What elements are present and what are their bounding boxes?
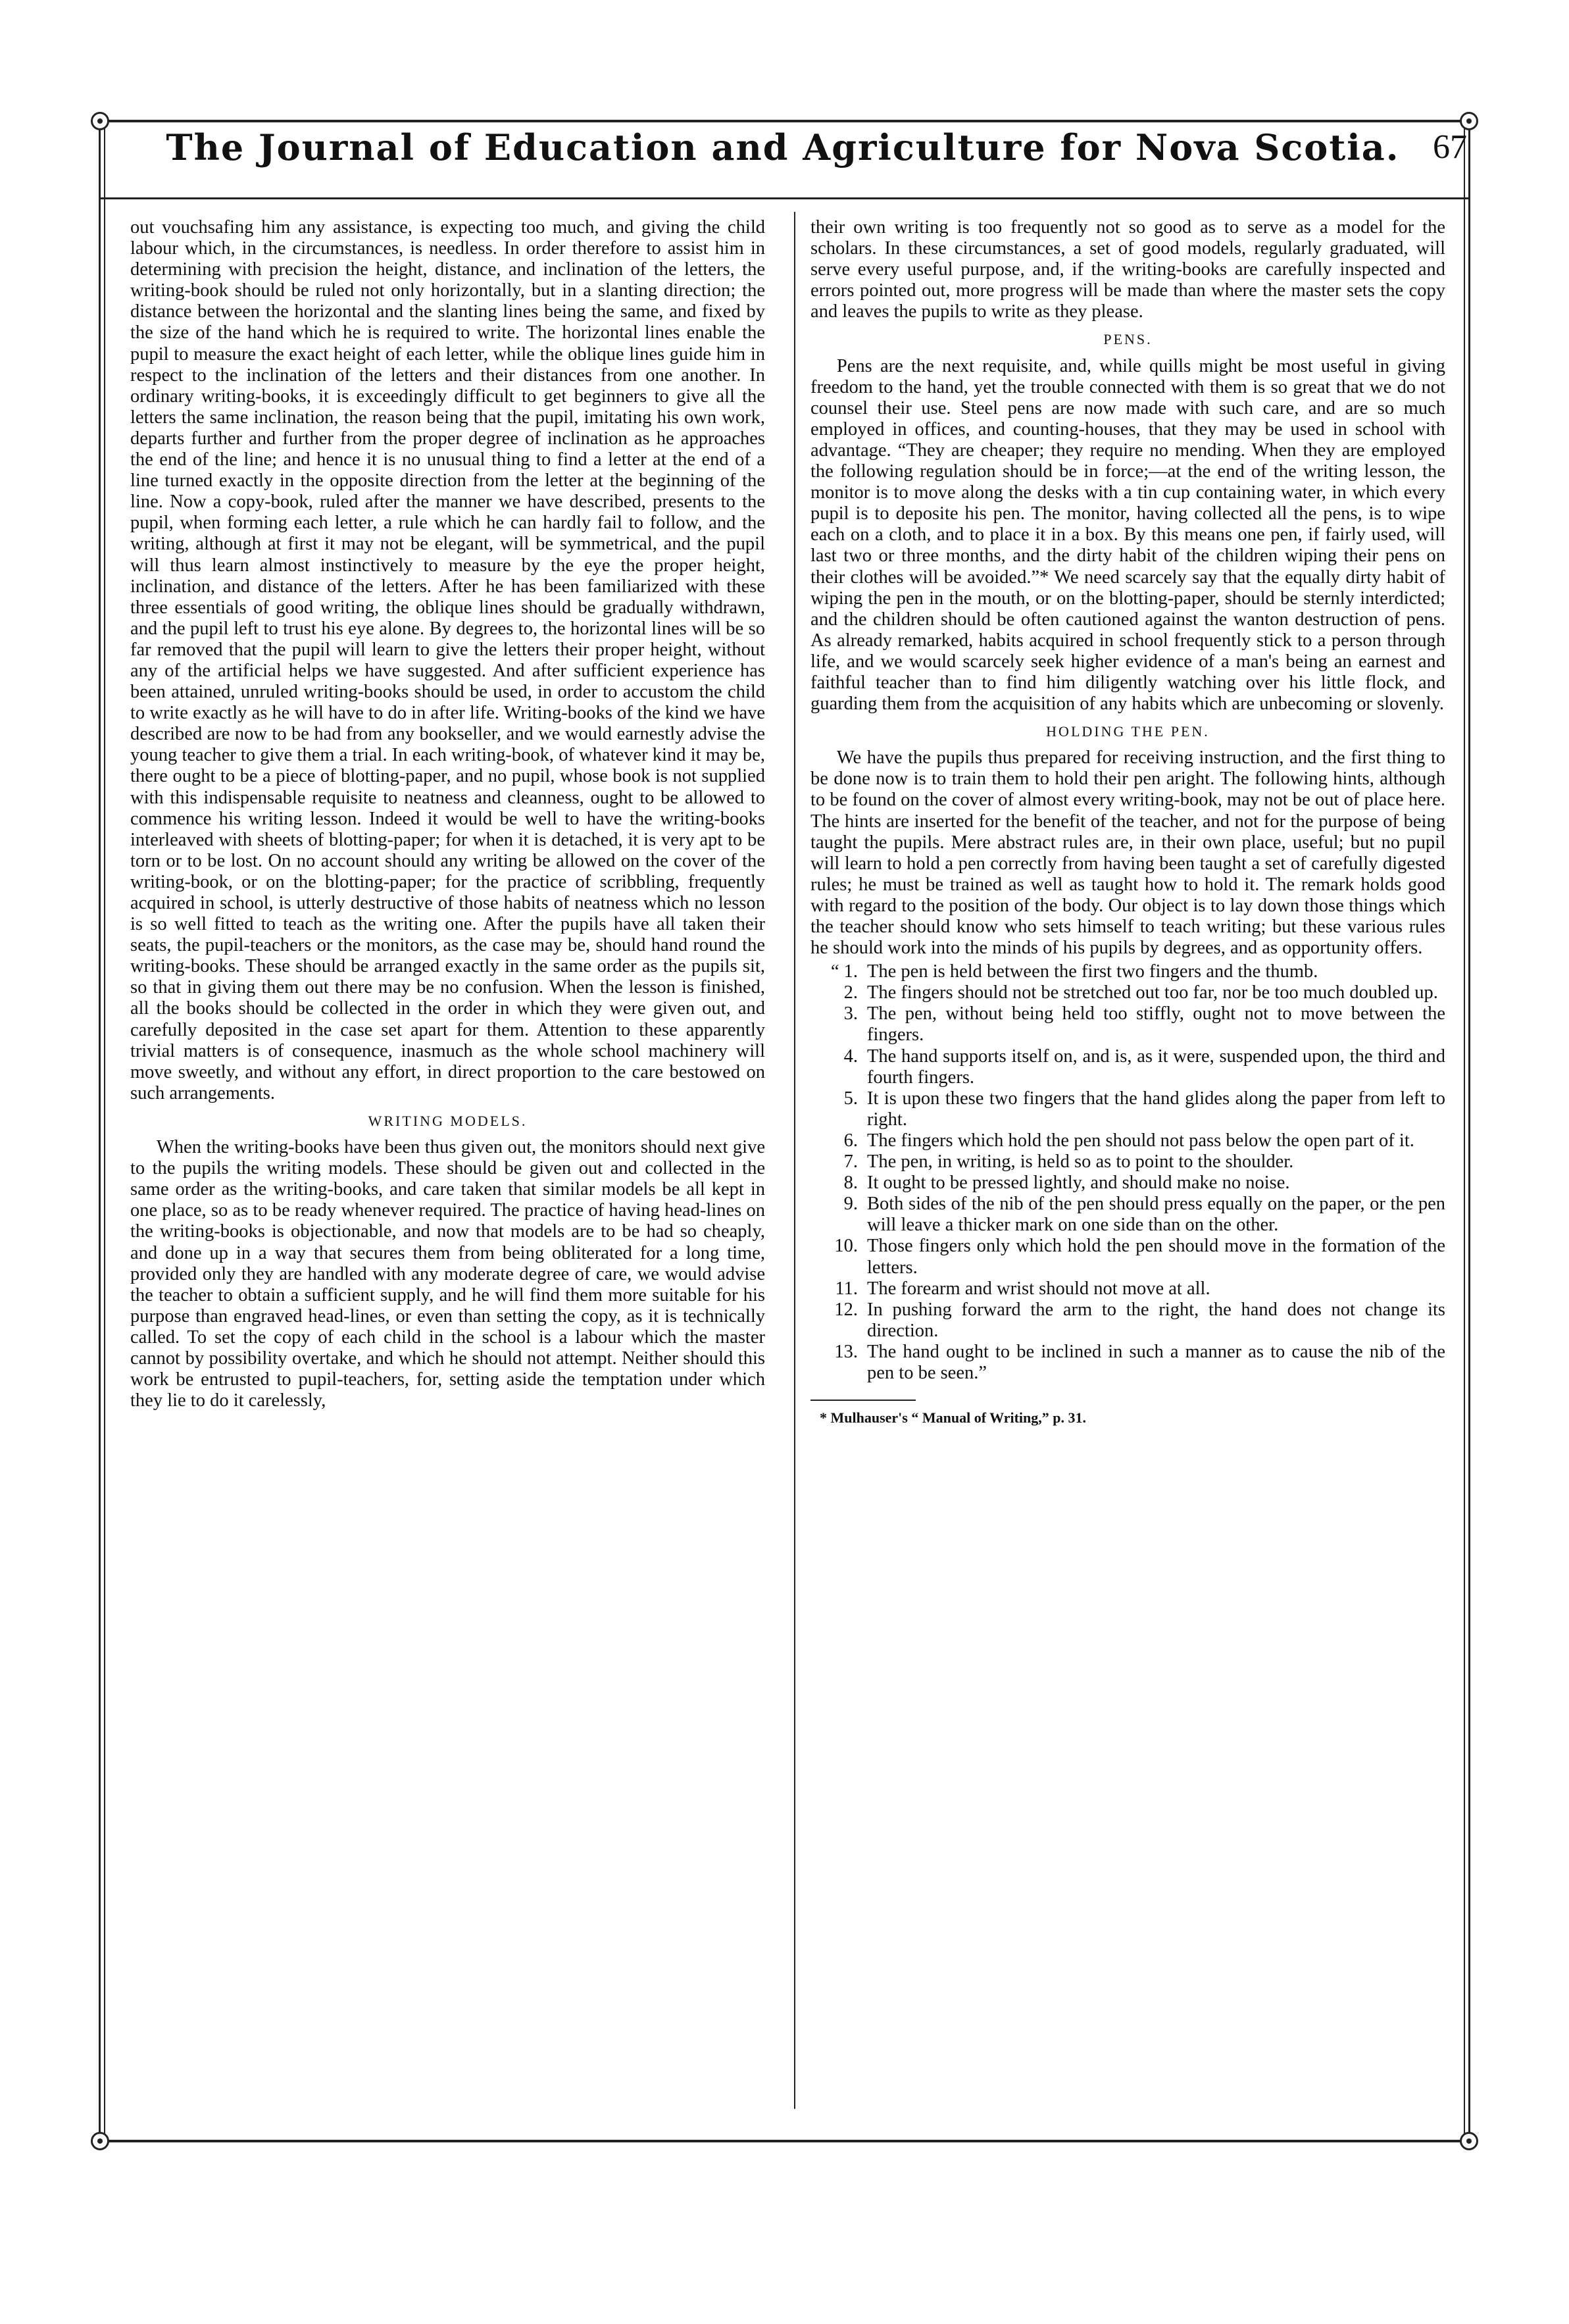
frame-bottom-rule: [99, 2140, 1470, 2142]
rule-number: 10.: [834, 1236, 858, 1257]
frame-left-rule: [99, 120, 101, 2142]
list-item: [810, 1151, 1445, 1173]
rule-text: The pen is held between the first two fingers and the thumb.: [867, 961, 1318, 982]
frame-top-rule: [99, 120, 1470, 122]
paragraph: When the writing-books have been thus given out, the monitors should next give to the pupils the writing models. These should be given out and collected in the same order as the writing-books, and care taken that similar models be all kept in one place, so as to be ready whenever required. The practice of having head-lines on the writing-books is objectionable, and now that models are to be had so cheaply, and done up in a way that secures them from being obliterated for a long time, provided only they are handled with any moderate degree of care, we would advise the teacher to obtain a sufficient supply, and he will find them more suitable for his purpose than engraved head-lines, or even than setting the copy, as it is technically called. To set the copy of each child in the school is a labour which the master cannot by possibility overtake, and which he should not attempt. Neither should this work be entrusted to pupil-teachers, for, setting aside the temptation under which they lie to do it carelessly,: [130, 1137, 765, 1411]
rule-text: Both sides of the nib of the pen should press equally on the paper, or the pen will leave a thicker mark on one side than on the other.: [867, 1194, 1445, 1236]
right-column: [810, 217, 1445, 1428]
rule-number: 2.: [843, 982, 858, 1003]
rule-number: 7.: [843, 1151, 858, 1173]
rule-text: The hand ought to be inclined in such a manner as to cause the nib of the pen to be seen.”: [867, 1341, 1445, 1383]
list-item: [810, 1194, 1445, 1236]
footnote: * Mulhauser's “ Manual of Writing,” p. 31.: [820, 1409, 1087, 1427]
left-column: [130, 217, 765, 1411]
rule-number: “ 1.: [830, 961, 858, 982]
rule-text: In pushing forward the arm to the right, the hand does not change its direction.: [867, 1299, 1445, 1341]
frame-header-rule: [99, 197, 1470, 199]
frame-right-rule-inner: [1464, 120, 1465, 2142]
rule-number: 9.: [843, 1194, 858, 1215]
rule-number: 8.: [843, 1173, 858, 1194]
rule-text: It ought to be pressed lightly, and should make no noise.: [867, 1173, 1290, 1194]
paragraph: their own writing is too frequently not so good as to serve as a model for the scholars. In these circumstances, a set of good models, regularly graduated, will serve every useful purpose, and, if the writing-books are carefully inspected and errors pointed out, more progress will be made than where the master sets the copy and leaves the pupils to write as they please.: [810, 217, 1445, 322]
rule-number: 11.: [835, 1278, 858, 1299]
section-heading-pens: PENS.: [1103, 331, 1153, 348]
corner-ornament-icon: [1460, 2132, 1478, 2150]
column-divider: [794, 212, 795, 2109]
journal-title: The Journal of Education and Agriculture for Nova Scotia.: [166, 126, 1400, 168]
paragraph: Pens are the next requisite, and, while quills might be most useful in giving freedom to the hand, yet the trouble connected with them is so great that we do not counsel their use. Steel pens are now made with such care, and are so much employed in offices, and counting-houses, that they may be used in school with advantage. “They are cheaper; they require no mending. When they are employed the following regulation should be in force;—at the end of the writing lesson, the monitor is to move along the desks with a tin cup containing water, in which every pupil is to deposite his pen. The monitor, having collected all the pens, is to wipe each on a cloth, and to place it in a box. By this means one pen, if fairly used, will last two or three months, and the dirty habit of the children wiping their pens on their clothes will be avoided.”* We need scarcely say that the equally dirty habit of wiping the pen in the mouth, or on the blotting-paper, should be sternly interdicted; and the children should be often cautioned against the wanton destruction of pens. As already remarked, habits acquired in school frequently stick to a person through life, and we would scarcely seek higher evidence of a man's being an earnest and faithful teacher than to find him diligently watching over his little flock, and guarding them from the acquisition of any habits which are unbecoming or slovenly.: [810, 355, 1445, 715]
rule-number: 6.: [843, 1130, 858, 1151]
section-heading-writing-models: WRITING MODELS.: [368, 1112, 528, 1129]
footnote-divider: [810, 1400, 916, 1401]
list-item: [810, 1300, 1445, 1342]
rule-number: 13.: [834, 1341, 858, 1362]
paragraph: We have the pupils thus prepared for receiving instruction, and the first thing to be done now is to train them to hold their pen aright. The following hints, although to be found on the cover of almost every writing-book, may not be out of place here. The hints are inserted for the benefit of the teacher, and not for the purpose of being taught the pupils. Mere abstract rules are, in their own place, useful; but no pupil will learn to hold a pen correctly from having been taught a set of carefully digested rules; he must be trained as well as taught how to hold it. The remark holds good with regard to the position of the body. Our object is to lay down those things which the teacher should know who sets himself to teach writing; but these various rules he should work into the minds of his pupils by degrees, and as opportunity offers.: [810, 747, 1445, 959]
list-item: [810, 1003, 1445, 1046]
rule-text: The fingers which hold the pen should not pass below the open part of it.: [867, 1130, 1414, 1151]
rule-number: 3.: [843, 1003, 858, 1024]
rule-text: The hand supports itself on, and is, as it were, suspended upon, the third and fourth fingers.: [867, 1046, 1445, 1088]
rule-text: The forearm and wrist should not move at all.: [867, 1278, 1210, 1299]
list-item: [810, 1088, 1445, 1130]
list-item: [810, 961, 1445, 982]
list-item: [810, 1236, 1445, 1278]
list-item: [810, 982, 1445, 1003]
list-item: [810, 1173, 1445, 1194]
rule-text: The fingers should not be stretched out too far, nor be too much doubled up.: [867, 982, 1438, 1003]
rule-text: It is upon these two fingers that the hand glides along the paper from left to right.: [867, 1088, 1445, 1130]
frame-right-rule: [1468, 120, 1470, 2142]
rules-list: [810, 961, 1445, 1384]
page-header: [99, 124, 1467, 183]
list-item: [810, 1342, 1445, 1384]
frame-left-rule-inner: [104, 120, 105, 2142]
rule-number: 4.: [843, 1046, 858, 1067]
page-number: 67: [1433, 128, 1467, 166]
rule-text: The pen, without being held too stiffly, ought not to move between the fingers.: [867, 1003, 1445, 1046]
paragraph: out vouchsafing him any assistance, is expecting too much, and giving the child labour which, in the circumstances, is needless. In order therefore to assist him in determining with precision the height, distance, and inclination of the letters, the writing-book should be ruled not only horizontally, but in a slanting direction; the distance between the horizontal and the slanting lines being the same, and fixed by the size of the hand which he is required to write. The horizontal lines enable the pupil to measure the exact height of each letter, while the oblique lines guide him in respect to the inclination of the letters and their distances from one another. In ordinary writing-books, it is exceedingly difficult to get beginners to give all the letters the same inclination, the reason being that the pupil, imitating his own work, departs further and further from the proper degree of inclination as he approaches the end of the line; and hence it is no unusual thing to find a letter at the end of a line turned exactly in the opposite direction from the letter at the beginning of the line. Now a copy-book, ruled after the manner we have described, presents to the pupil, when forming each letter, a rule which he can hardly fail to follow, and the writing, although at first it may not be elegant, will be symmetrical, and the pupil will thus learn almost instinctively to measure by the eye the proper height, inclination, and distance of the letters. After he has been familiarized with these three essentials of good writing, the oblique lines should be gradually withdrawn, and the pupil left to trust his eye alone. By degrees to, the horizontal lines will be so far removed that the pupil will learn to give the letters their proper height, without any of the artificial helps we have suggested. And after sufficient experience has been attained, unruled writing-books should be used, in order to accustom the child to write exactly as he will have to do in after life. Writing-books of the kind we have described are now to be had from any bookseller, and we would earnestly advise the young teacher to give them a trial. In each writing-book, of whatever kind it may be, there ought to be a piece of blotting-paper, and no pupil, whose book is not supplied with this indispensable requisite to neatness and cleanness, ought to be allowed to commence his writing lesson. Indeed it would be well to have the writing-books interleaved with sheets of blotting-paper; for when it is detached, it is very apt to be torn or to be lost. On no account should any writing be allowed on the cover of the writing-book, or on the blotting-paper; for the practice of scribbling, frequently acquired in school, is utterly destructive of those habits of neatness which no lesson is so well fitted to teach as the writing one. After the pupils have all taken their seats, the pupil-teachers or the monitors, as the case may be, should hand round the writing-books. These should be arranged exactly in the same order as the pupils sit, so that in giving them out there may be no confusion. When the lesson is finished, all the books should be collected in the order in which they were given out, and carefully deposited in the case set apart for them. Attention to these apparently trivial matters is of consequence, inasmuch as the whole school machinery will move sweetly, and without any effort, in direct proportion to the care bestowed on such arrangements.: [130, 217, 765, 1103]
list-item: [810, 1130, 1445, 1151]
rule-text: Those fingers only which hold the pen should move in the formation of the letters.: [867, 1236, 1445, 1278]
rule-number: 5.: [843, 1088, 858, 1109]
rule-number: 12.: [834, 1299, 858, 1320]
section-heading-holding-the-pen: HOLDING THE PEN.: [1046, 723, 1210, 740]
list-item: [810, 1278, 1445, 1300]
list-item: [810, 1046, 1445, 1088]
rule-text: The pen, in writing, is held so as to point to the shoulder.: [867, 1151, 1294, 1173]
corner-ornament-icon: [91, 2132, 109, 2150]
